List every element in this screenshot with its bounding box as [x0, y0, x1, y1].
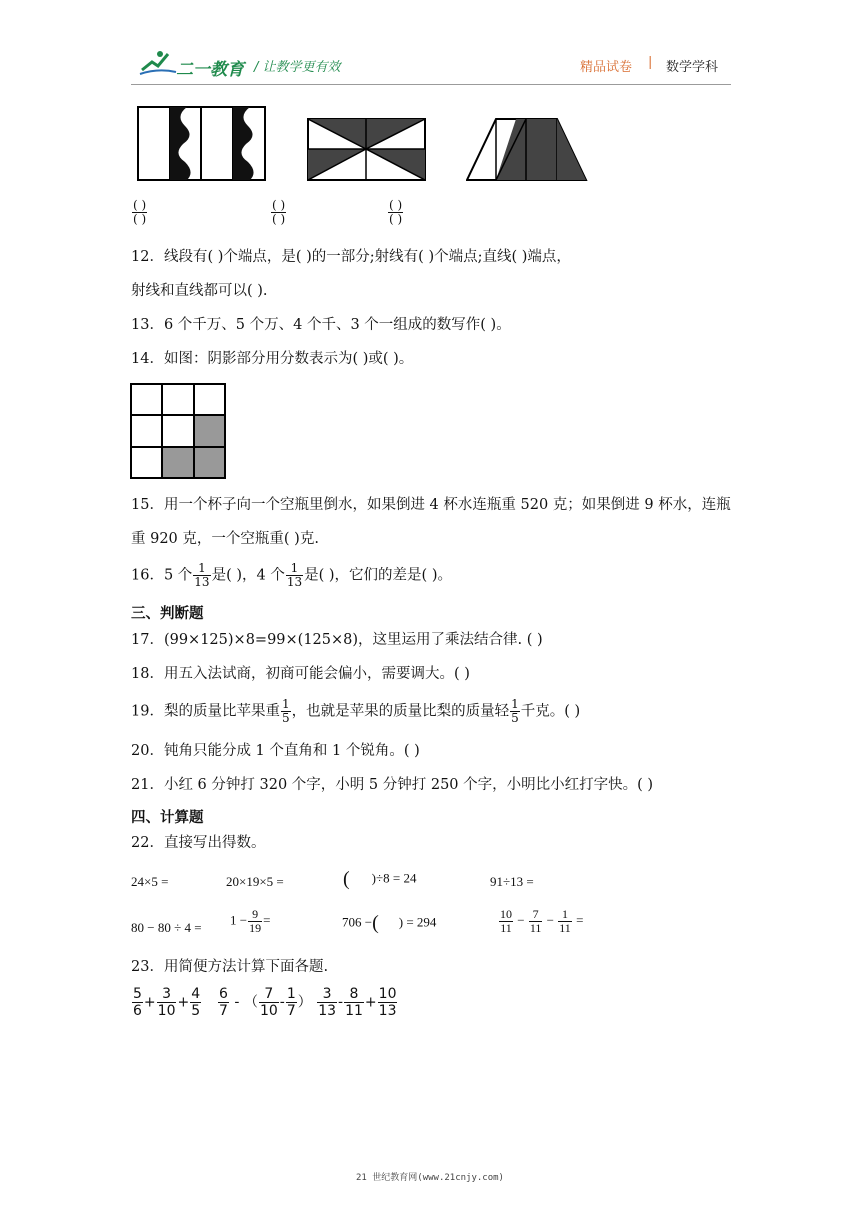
calc-1-9over19: 1 − $\frac{9}{19}$ =: [230, 907, 271, 935]
calc-20x19x5: 20×19×5 =: [226, 874, 284, 889]
calc-24x5: 24×5 =: [131, 874, 169, 889]
question-20: 20．钝角只能分成 1 个直角和 1 个锐角。( ): [131, 743, 420, 759]
grid-figure: [130, 383, 226, 479]
question-17: 17．(99×125)×8=99×(125×8)，这里运用了乘法结合律. ( ): [131, 632, 543, 648]
question-22-title: 22．直接写出得数。: [131, 835, 266, 851]
figure-triangles-rectangle: [307, 118, 427, 182]
calc-blank-div8: ( )÷8 = 24: [343, 868, 417, 890]
calc-80-80div4: 80 − 80 ÷ 4 =: [131, 920, 202, 935]
question-12-line1: 12．线段有( )个端点，是( )的一部分;射线有( )个端点;直线( )端点，: [131, 249, 571, 265]
question-14: 14．如图：阴影部分用分数表示为( )或( )。: [131, 351, 414, 367]
question-18: 18．用五入法试商，初商可能会偏小，需要调大。( ): [131, 666, 470, 682]
figure3-answer[interactable]: ( ) ( ): [389, 198, 403, 226]
header-rule: [131, 84, 731, 85]
runner-logo-icon: [138, 48, 178, 78]
header-separator: |: [648, 55, 653, 70]
question-15-line1: 15．用一个杯子向一个空瓶里倒水，如果倒进 4 杯水连瓶重 520 克；如果倒进 9 杯水，连瓶: [131, 497, 731, 513]
question-12-line2: 射线和直线都可以( ).: [131, 283, 268, 299]
calc-fraction-subtraction: $\frac{10}{11}$ − $\frac{7}{11}$ − $\frac{1}{11}$ =: [500, 907, 584, 935]
header-label: 精品试卷: [580, 60, 633, 75]
logo-text: 二一教育: [176, 60, 244, 80]
question-19: 19．梨的质量比苹果重 $\frac{1}{5}$ ，也就是苹果的质量比梨的质量轻 $\frac{1}{5}$ 千克。( ): [131, 697, 581, 725]
figure2-answer[interactable]: ( ) ( ): [272, 198, 286, 226]
calc-706-blank: 706 −( ) = 294: [342, 912, 437, 934]
question-21: 21．小红 6 分钟打 320 个字，小明 5 分钟打 250 个字，小明比小红打字快。( ): [131, 777, 654, 793]
question-16: 16．5 个 $\frac{1}{13}$ 是( )，4 个 $\frac{1}{13}$ 是( )，它们的差是( )。: [131, 561, 452, 589]
section-4-heading: 四、计算题: [131, 810, 204, 826]
question-13: 13．6 个千万、5 个万、4 个千、3 个一组成的数写作( )。: [131, 317, 511, 333]
slogan: / 让教学更有效: [254, 60, 341, 75]
section-3-heading: 三、判断题: [131, 606, 204, 622]
calc-91div13: 91÷13 =: [490, 874, 534, 889]
question-23-title: 23．用简便方法计算下面各题.: [131, 959, 329, 975]
header-subject: 数学学科: [666, 60, 719, 75]
figure-wavy-rectangle: [137, 106, 267, 182]
figure-trapezoid: [466, 118, 588, 182]
q23-expressions: $\frac{5}{6}$ + $\frac{3}{10}$ + $\frac{4}{5}$ $\frac{6}{7}$ - （ $\frac{7}{10}$ - $\frac{1}{7}$ ） $\frac{3}{13}$ - $\frac{8}{11}$ + $\frac{10}{13}$: [133, 986, 397, 1019]
question-15-line2: 重 920 克，一个空瓶重( )克.: [131, 531, 319, 547]
footer: 21 世纪教育网(www.21cnjy.com): [356, 1173, 504, 1183]
figure1-answer[interactable]: ( ) ( ): [133, 198, 147, 226]
